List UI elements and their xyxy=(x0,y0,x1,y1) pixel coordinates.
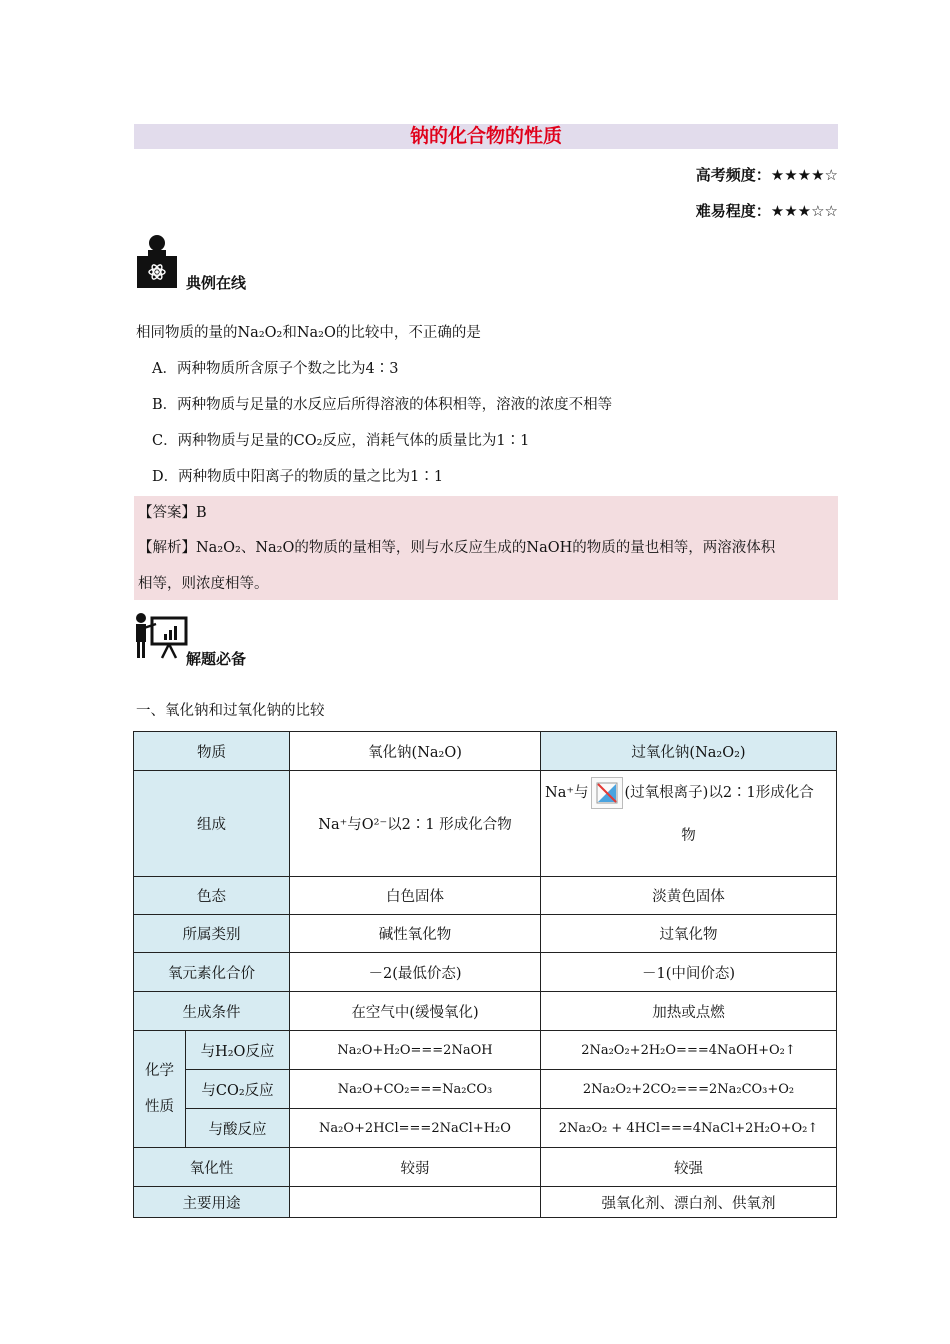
cell-na2o2: 2Na₂O₂+2H₂O===4NaOH+O₂↑ xyxy=(541,1031,837,1070)
cell-na2o2: 强氧化剂、漂白剂、供氧剂 xyxy=(541,1187,837,1218)
row-label-composition: 组成 xyxy=(134,771,290,877)
table-row xyxy=(134,1031,837,1070)
row-label-with-co2: 与CO₂反应 xyxy=(186,1070,290,1109)
solution-heading: 解题必备 xyxy=(186,650,247,668)
cell-na2o: 碱性氧化物 xyxy=(290,915,541,953)
analysis-line-2: 相等，则浓度相等。 xyxy=(138,576,269,592)
answer-box xyxy=(134,496,838,600)
teacher-podium-icon xyxy=(134,234,180,290)
chem-label-line-2: 性质 xyxy=(145,1099,174,1115)
option-a: A．两种物质所含原子个数之比为4∶3 xyxy=(152,361,399,377)
comparison-subheading: 一、氧化钠和过氧化钠的比较 xyxy=(136,703,325,719)
composition-na2o2-prefix: Na⁺与 xyxy=(545,785,589,801)
option-d: D．两种物质中阳离子的物质的量之比为1∶1 xyxy=(152,469,444,485)
composition-na2o2 xyxy=(541,771,837,877)
peroxide-ion-image-icon xyxy=(591,777,623,809)
table-row xyxy=(134,877,837,915)
cell-na2o2: －1(中间价态) xyxy=(541,953,837,992)
composition-na2o2-suffix: (过氧根离子)以2∶1形成化合 xyxy=(624,785,814,801)
table-row xyxy=(134,1187,837,1218)
difficulty-rating xyxy=(696,200,838,221)
cell-na2o2: 较强 xyxy=(541,1148,837,1187)
frequency-label: 高考频度： xyxy=(695,166,771,184)
answer-text: 【答案】B xyxy=(138,505,207,521)
row-label-with-water: 与H₂O反应 xyxy=(186,1031,290,1070)
option-c: C．两种物质与足量的CO₂反应，消耗气体的质量比为1∶1 xyxy=(152,433,530,449)
row-label-oxidizing: 氧化性 xyxy=(134,1148,290,1187)
frequency-stars: ★★★★☆ xyxy=(770,166,838,184)
chem-label-line-1: 化学 xyxy=(145,1063,174,1079)
question-text: 相同物质的量的Na₂O₂和Na₂O的比较中，不正确的是 xyxy=(136,325,481,341)
cell-na2o2: 过氧化物 xyxy=(541,915,837,953)
header-na2o2: 过氧化钠(Na₂O₂) xyxy=(541,732,837,771)
row-label-category: 所属类别 xyxy=(134,915,290,953)
header-substance: 物质 xyxy=(134,732,290,771)
cell-na2o2: 淡黄色固体 xyxy=(541,877,837,915)
row-label-color-state: 色态 xyxy=(134,877,290,915)
row-label-with-acid: 与酸反应 xyxy=(186,1109,290,1148)
frequency-rating xyxy=(696,164,838,185)
difficulty-label: 难易程度： xyxy=(695,202,771,220)
cell-na2o2: 2Na₂O₂+2CO₂===2Na₂CO₃+O₂ xyxy=(541,1070,837,1109)
composition-na2o: Na⁺与O²⁻以2∶1 形成化合物 xyxy=(290,771,541,877)
analysis-line-1: 【解析】Na₂O₂、Na₂O的物质的量相等，则与水反应生成的NaOH的物质的量也相等，两溶液体积 xyxy=(138,540,776,556)
cell-na2o2: 2Na₂O₂ + 4HCl===4NaCl+2H₂O+O₂↑ xyxy=(541,1109,837,1148)
cell-na2o: 较弱 xyxy=(290,1148,541,1187)
table-row xyxy=(134,1148,837,1187)
page-title: 钠的化合物的性质 xyxy=(409,125,562,147)
title-bar xyxy=(134,124,838,149)
table-row xyxy=(134,992,837,1031)
table-row xyxy=(134,771,837,877)
cell-na2o: 白色固体 xyxy=(290,877,541,915)
cell-na2o: －2(最低价态) xyxy=(290,953,541,992)
row-label-uses: 主要用途 xyxy=(134,1187,290,1218)
cell-na2o: Na₂O+H₂O===2NaOH xyxy=(290,1031,541,1070)
presenter-board-icon xyxy=(134,612,190,660)
row-label-valence: 氧元素化合价 xyxy=(134,953,290,992)
comparison-table xyxy=(133,731,837,1218)
row-label-chemical-properties xyxy=(134,1031,186,1148)
cell-na2o2: 加热或点燃 xyxy=(541,992,837,1031)
option-b: B．两种物质与足量的水反应后所得溶液的体积相等，溶液的浓度不相等 xyxy=(152,397,613,413)
composition-na2o2-tail: 物 xyxy=(681,828,696,844)
table-row xyxy=(134,1109,837,1148)
table-header-row xyxy=(134,732,837,771)
table-row xyxy=(134,915,837,953)
row-label-formation: 生成条件 xyxy=(134,992,290,1031)
cell-na2o: Na₂O+CO₂===Na₂CO₃ xyxy=(290,1070,541,1109)
header-na2o: 氧化钠(Na₂O) xyxy=(290,732,541,771)
difficulty-stars: ★★★☆☆ xyxy=(770,202,838,220)
example-heading: 典例在线 xyxy=(186,274,247,292)
cell-na2o xyxy=(290,1187,541,1218)
cell-na2o: 在空气中(缓慢氧化) xyxy=(290,992,541,1031)
table-row xyxy=(134,1070,837,1109)
cell-na2o: Na₂O+2HCl===2NaCl+H₂O xyxy=(290,1109,541,1148)
table-row xyxy=(134,953,837,992)
